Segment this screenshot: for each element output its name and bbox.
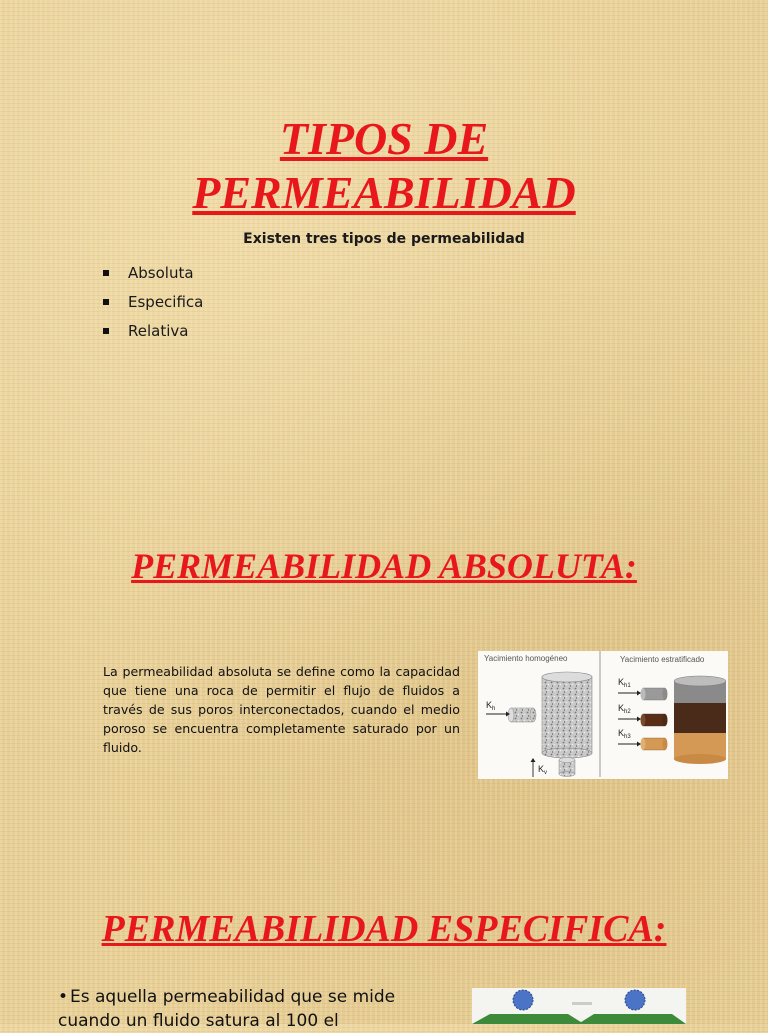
list-item [103,316,203,345]
kh2-label: $K_{h2}$ [618,703,631,715]
homogeneous-cylinder [542,672,592,758]
kh-label: $K_h$ [486,700,496,712]
title-line-2: PERMEABILIDAD [192,167,576,218]
green-surface [578,1014,686,1024]
vertical-sample [559,758,575,777]
types-list [103,258,203,345]
especifica-figure [472,988,686,1024]
list-item-label: Absoluta [128,263,194,282]
list-item-label: Relativa [128,321,189,340]
green-surface [472,1014,584,1024]
sample-h2 [641,714,668,726]
section-title-absoluta: PERMEABILIDAD ABSOLUTA: [131,546,637,586]
sample-h3 [641,738,668,750]
absoluta-paragraph: La permeabilidad absoluta se define como la capacidad que tiene una roca de permitir el flujo de fluidos a través de sus poros interconectados, cuando el medio poroso se encuentra completamente saturado por un fluido. [103,664,460,755]
section-title-especifica: PERMEABILIDAD ESPECIFICA: [101,908,667,950]
intro-text: Existen tres tipos de permeabilidad [243,231,525,247]
stratified-cylinder [674,676,726,764]
kh3-label: $K_{h3}$ [618,728,631,740]
title-line-1: TIPOS DE [279,113,489,164]
square-bullet-icon [103,270,109,276]
especifica-bullet [58,985,458,1033]
list-item [103,287,203,316]
bullet-dot-icon: • [58,987,69,1007]
kh1-label: $K_{h1}$ [618,677,631,689]
kv-label: $K_v$ [538,764,548,776]
permeability-reservoir-figure [478,651,728,779]
especifica-bullet-text: Es aquella permeabilidad que se mide cuando un fluido satura al 100 el [58,987,396,1031]
square-bullet-icon [103,328,109,334]
right-figure-label: Yacimiento estratificado [620,655,705,664]
sample-h1 [641,688,668,700]
horizontal-sample [508,708,536,722]
list-item [103,258,203,287]
left-figure-label: Yacimiento homogéneo [484,654,568,663]
square-bullet-icon [103,299,109,305]
slide-title [0,112,768,220]
list-item-label: Especifica [128,292,204,311]
